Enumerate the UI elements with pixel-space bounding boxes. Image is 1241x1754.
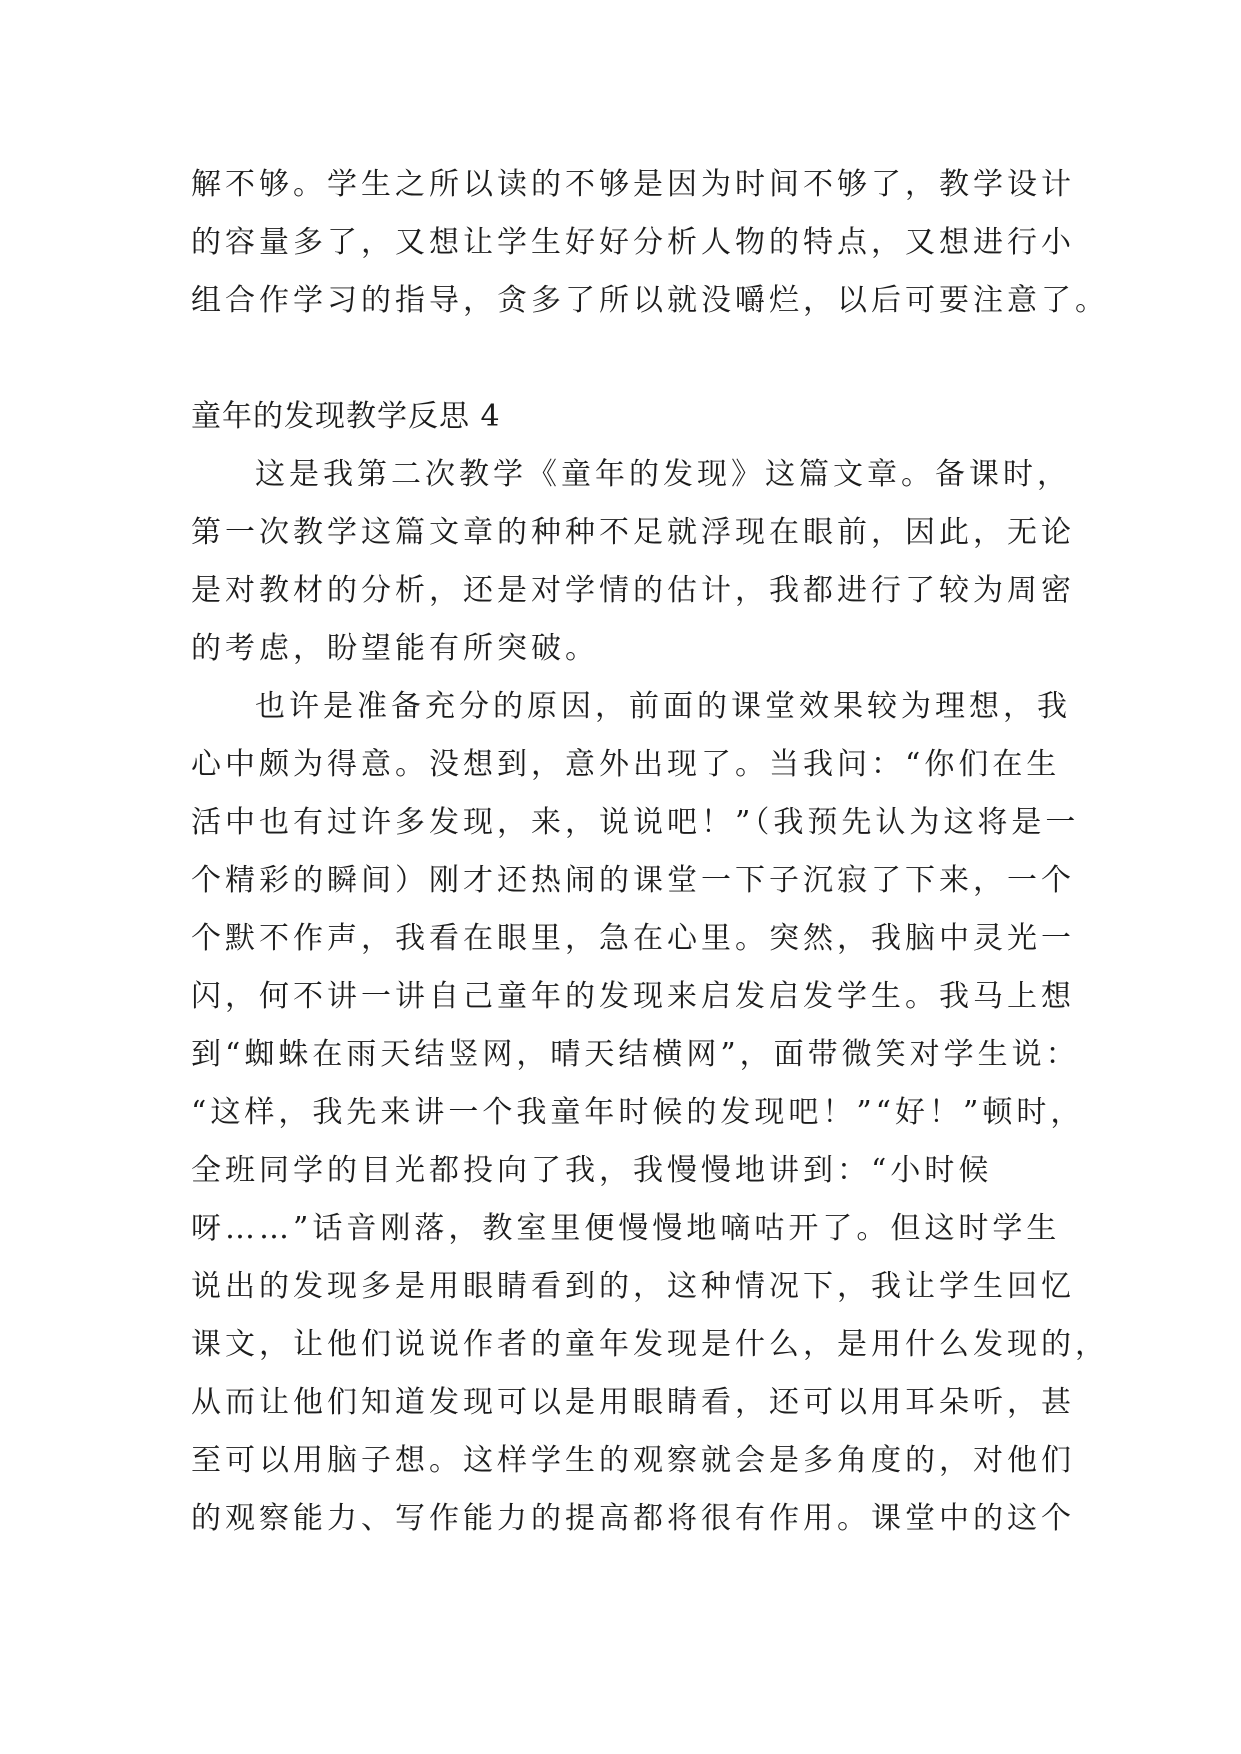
text-line: 的容量多了，又想让学生好好分析人物的特点，又想进行小 bbox=[191, 225, 1075, 260]
text-line: 的考虑，盼望能有所突破。 bbox=[191, 631, 599, 666]
text-line: “这样，我先来讲一个我童年时候的发现吧！”“好！”顿时， bbox=[191, 1095, 1085, 1130]
text-line: 心中颇为得意。没想到，意外出现了。当我问：“你们在生 bbox=[191, 747, 1061, 782]
text-line: 活中也有过许多发现，来，说说吧！”（我预先认为这将是一 bbox=[191, 805, 1080, 840]
text-line: 也许是准备充分的原因，前面的课堂效果较为理想，我 bbox=[255, 689, 1071, 724]
text-line: 这是我第二次教学《童年的发现》这篇文章。备课时， bbox=[255, 457, 1071, 492]
text-line: 个默不作声，我看在眼里，急在心里。突然，我脑中灵光一 bbox=[191, 921, 1075, 956]
text-line: 呀……”话音刚落，教室里便慢慢地嘀咕开了。但这时学生 bbox=[191, 1211, 1061, 1246]
text-line: 闪，何不讲一讲自己童年的发现来启发启发学生。我马上想 bbox=[191, 979, 1075, 1014]
text-line: 的观察能力、写作能力的提高都将很有作用。课堂中的这个 bbox=[191, 1501, 1075, 1536]
text-line: 是对教材的分析，还是对学情的估计，我都进行了较为周密 bbox=[191, 573, 1075, 608]
text-line: 组合作学习的指导，贪多了所以就没嚼烂，以后可要注意了。 bbox=[191, 283, 1109, 318]
text-line: 说出的发现多是用眼睛看到的，这种情况下，我让学生回忆 bbox=[191, 1269, 1075, 1304]
text-line: 至可以用脑子想。这样学生的观察就会是多角度的，对他们 bbox=[191, 1443, 1075, 1478]
section-heading: 童年的发现教学反思 4 bbox=[191, 399, 501, 434]
text-line: 从而让他们知道发现可以是用眼睛看，还可以用耳朵听，甚 bbox=[191, 1385, 1075, 1420]
text-line: 第一次教学这篇文章的种种不足就浮现在眼前，因此，无论 bbox=[191, 515, 1075, 550]
text-line: 课文，让他们说说作者的童年发现是什么，是用什么发现的， bbox=[191, 1327, 1109, 1362]
text-line: 全班同学的目光都投向了我，我慢慢地讲到：“小时候 bbox=[191, 1153, 993, 1188]
text-line: 解不够。学生之所以读的不够是因为时间不够了，教学设计 bbox=[191, 167, 1075, 202]
text-line: 到“蜘蛛在雨天结竖网，晴天结横网”，面带微笑对学生说： bbox=[191, 1037, 1080, 1072]
text-line: 个精彩的瞬间）刚才还热闹的课堂一下子沉寂了下来，一个 bbox=[191, 863, 1075, 898]
